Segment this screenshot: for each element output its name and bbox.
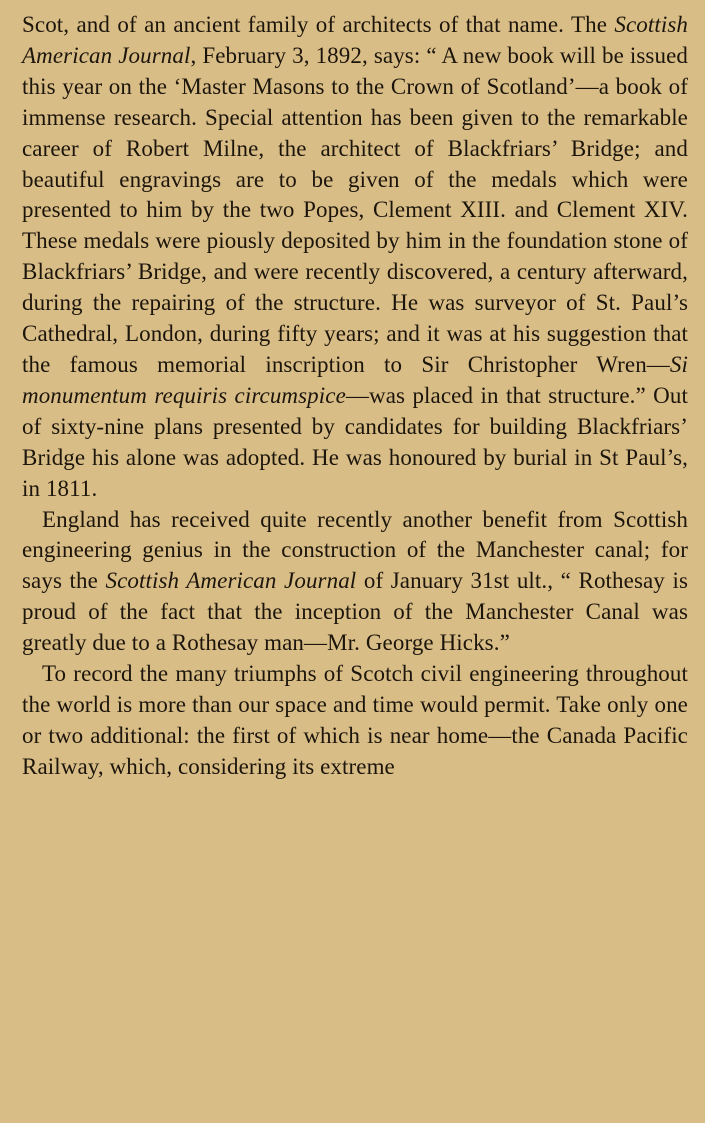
text-segment: England has received quite recently another benefit from Scottish engineering genius in the construction of the Manchester canal; for says the <box>22 506 688 594</box>
text-segment: , February 3, 1892, says: “ A new book will be issued this year on the ‘Master Masons to the Crown of Scotland’—a book of immense research. Special attention has been given to the remarkable career of Robert Milne, the architect of Blackfriars’ Bridge; and beautiful engravings are to be given of the medals which were presented to him by the two Popes, Clement XIII. and Clement XIV. These medals were piously deposited by him in the foundation stone of Blackfriars’ Bridge, and were recently discovered, a century afterward, during the repairing of the structure. He was surveyor of St. Paul’s Cathedral, London, during fifty years; and it was at his suggestion that the famous memorial inscription to Sir Christopher Wren— <box>22 42 688 377</box>
text-segment: To record the many triumphs of Scotch civil engineering throughout the world is more than our space and time would permit. Take only one or two additional: the first of which is near home—the Canada Pacific Railway, which, considering its extreme <box>22 661 688 779</box>
paragraph-robert-milne <box>22 10 688 505</box>
text-segment: of January 31st ult., “ Rothesay is proud of the fact that the inception of the Manchester Canal was greatly due to a Rothesay man—Mr. George Hicks.” <box>22 568 688 656</box>
italic-title-segment: Scottish American Journal <box>105 568 357 594</box>
text-segment: —was placed in that structure.” Out of sixty-nine plans presented by candidates for building Blackfriars’ Bridge his alone was adopted. He was honoured by burial in St Paul’s, in 1811. <box>22 382 688 501</box>
document-page <box>22 10 688 783</box>
paragraph-manchester-canal <box>22 505 688 660</box>
italic-latin-segment: Si monumentum requiris circumspice <box>22 351 688 408</box>
text-segment: Scot, and of an ancient family of architects of that name. The <box>22 12 615 37</box>
paragraph-civil-engineering <box>22 659 688 783</box>
italic-title-segment: Scottish American Journal <box>22 12 688 68</box>
